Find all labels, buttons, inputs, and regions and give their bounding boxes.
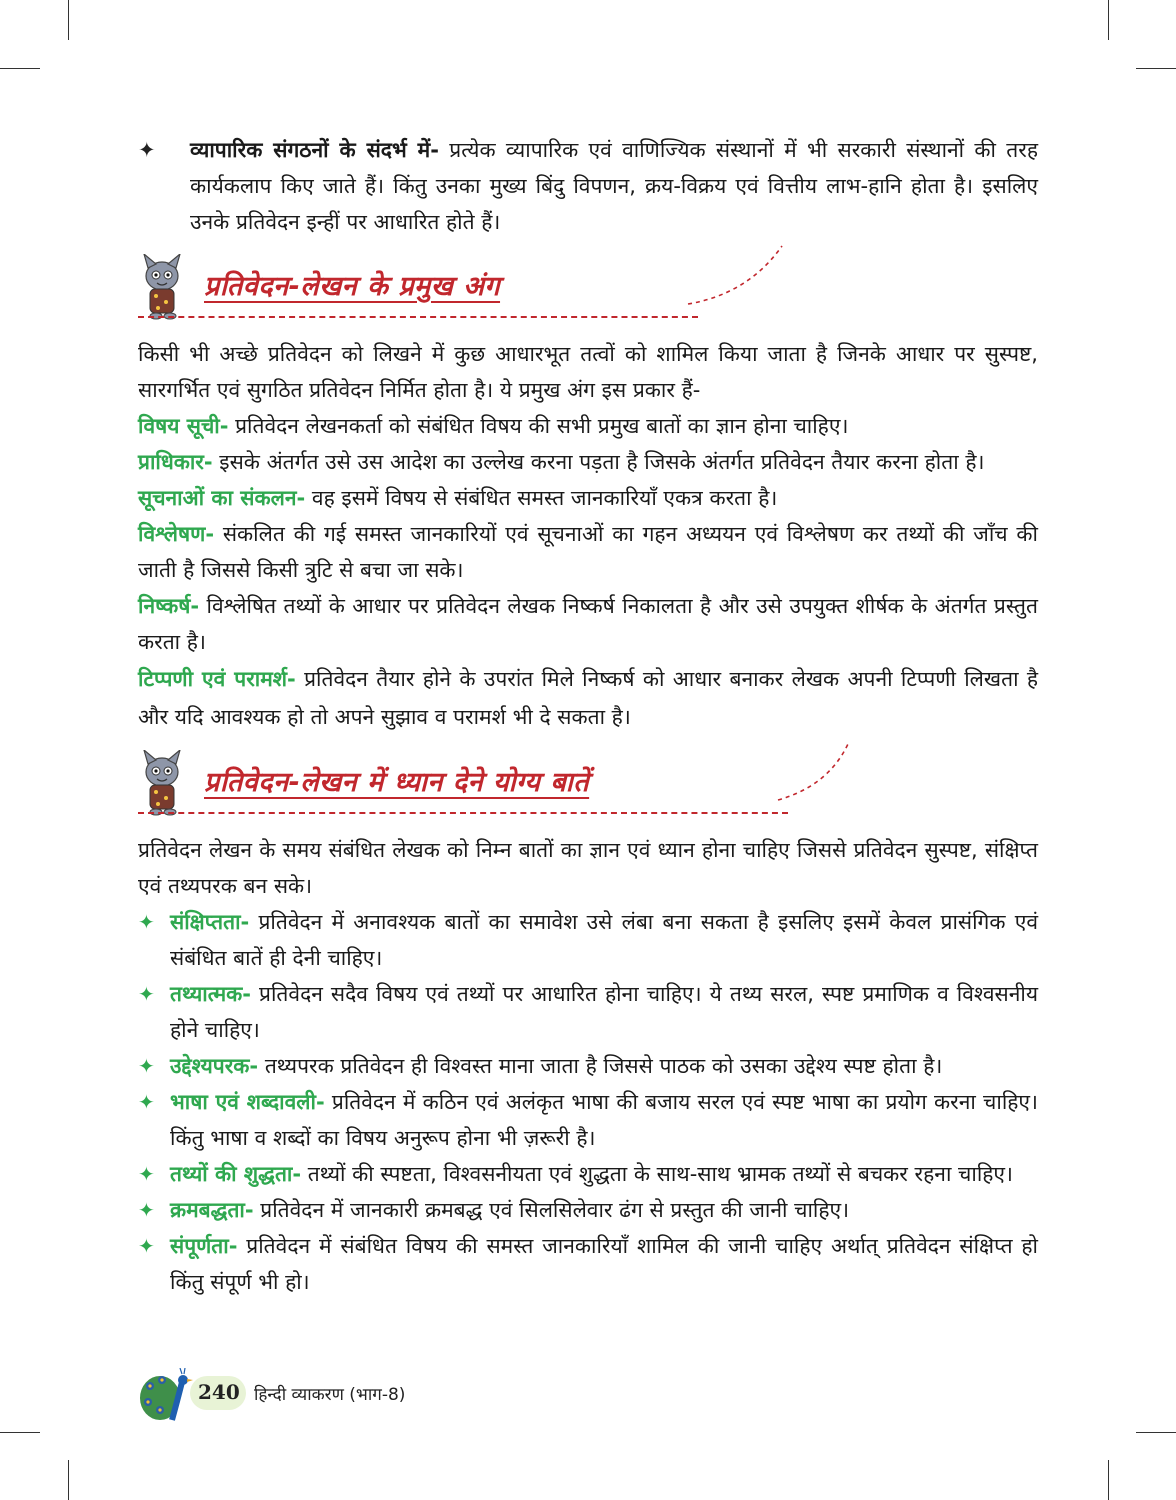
section2-item <box>138 1048 1038 1084</box>
heading-swoop-decoration <box>678 242 788 312</box>
section2-item-term: भाषा एवं शब्दावली- <box>170 1090 325 1114</box>
section2-heading <box>138 756 1038 818</box>
crop-mark <box>68 0 69 40</box>
green-star-bullet-icon: ✦ <box>138 910 155 934</box>
green-star-bullet-icon: ✦ <box>138 1090 155 1114</box>
section1-item <box>138 516 1038 588</box>
section2-item-text: तथ्यों की स्पष्टता, विश्वसनीयता एवं शुद्धता के साथ-साथ भ्रामक तथ्यों से बचकर रहना चाहिए। <box>301 1162 1013 1186</box>
crop-mark <box>0 1432 40 1433</box>
section1-title: प्रतिवेदन-लेखन के प्रमुख अंग <box>204 271 501 302</box>
section1-item-text: संकलित की गई समस्त जानकारियों एवं सूचनाओं का गहन अध्ययन एवं विश्लेषण कर तथ्यों की जाँच की जाती है जिससे किसी त्रुटि से बचा जा सके। <box>138 522 1038 582</box>
green-star-bullet-icon: ✦ <box>138 1198 155 1222</box>
section1-item-term: विश्लेषण- <box>138 522 215 546</box>
green-star-bullet-icon: ✦ <box>138 1162 155 1186</box>
section2-intro: प्रतिवेदन लेखन के समय संबंधित लेखक को निम्न बातों का ज्ञान एवं ध्यान होना चाहिए जिससे प्रतिवेदन सुस्पष्ट, संक्षिप्त एवं तथ्यपरक बन सके। <box>138 838 1038 898</box>
section1-item-term: सूचनाओं का संकलन- <box>138 486 306 510</box>
section1-item-term: विषय सूची- <box>138 414 229 438</box>
section2-item-term: क्रमबद्धता- <box>170 1198 254 1222</box>
section2-item-term: संपूर्णता- <box>170 1234 238 1258</box>
section1-intro: किसी भी अच्छे प्रतिवेदन को लिखने में कुछ आधारभूत तत्वों को शामिल किया जाता है जिनके आधार पर सुस्पष्ट, सारगर्भित एवं सुगठित प्रतिवेदन निर्मित होता है। ये प्रमुख अंग इस प्रकार हैं- <box>138 342 1038 402</box>
section2-item-text: प्रतिवेदन में कठिन एवं अलंकृत भाषा की बजाय सरल एवं स्पष्ट भाषा का प्रयोग करना चाहिए। किंतु भाषा व शब्दों का विषय अनुरूप होना भी ज़रूरी है। <box>170 1090 1038 1150</box>
section1-item-text: प्रतिवेदन तैयार होने के उपरांत मिले निष्कर्ष को आधार बनाकर लेखक अपनी टिप्पणी लिखता है और यदि आवश्यक हो तो अपने सुझाव व परामर्श भी दे सकता है। <box>138 667 1038 729</box>
intro-block <box>138 132 1038 240</box>
section2-item-term: उद्देश्यपरक- <box>170 1054 259 1078</box>
section1-item-text: इसके अंतर्गत उसे उस आदेश का उल्लेख करना पड़ता है जिसके अंतर्गत प्रतिवेदन तैयार करना होता है। <box>212 450 985 474</box>
section2-item <box>138 1084 1038 1156</box>
section1-item-text: वह इसमें विषय से संबंधित समस्त जानकारियाँ एकत्र करता है। <box>305 486 778 510</box>
heading-swoop-decoration <box>768 738 878 808</box>
section2-item-term: तथ्यों की शुद्धता- <box>170 1162 302 1186</box>
intro-paragraph <box>190 132 1038 240</box>
section2-item-term: संक्षिप्तता- <box>170 910 250 934</box>
section1-item-text: प्रतिवेदन लेखनकर्ता को संबंधित विषय की सभी प्रमुख बातों का ज्ञान होना चाहिए। <box>228 414 849 438</box>
section2-title: प्रतिवेदन-लेखन में ध्यान देने योग्य बातें <box>204 767 590 798</box>
section1-item-text: विश्लेषित तथ्यों के आधार पर प्रतिवेदन लेखक निष्कर्ष निकालता है और उसे उपयुक्त शीर्षक के अंतर्गत प्रस्तुत करता है। <box>138 594 1038 654</box>
green-star-bullet-icon: ✦ <box>138 982 155 1006</box>
cat-mascot-icon <box>136 254 188 320</box>
section1-item-term: निष्कर्ष- <box>138 594 200 618</box>
section1-item-term: प्राधिकार- <box>138 450 213 474</box>
intro-lead: व्यापारिक संगठनों के संदर्भ में- <box>190 138 439 162</box>
crop-mark <box>1108 0 1109 40</box>
section2-item <box>138 1156 1038 1192</box>
section2-item-text: तथ्यपरक प्रतिवेदन ही विश्वस्त माना जाता है जिससे पाठक को उसका उद्देश्य स्पष्ट होता है। <box>258 1054 943 1078</box>
section1-item <box>138 588 1038 660</box>
star-bullet-icon: ✦ <box>138 138 156 162</box>
crop-mark <box>0 68 40 69</box>
crop-mark <box>1136 1432 1176 1433</box>
section2-item <box>138 1228 1038 1300</box>
page-footer <box>138 1368 538 1428</box>
section1-item-term: टिप्पणी एवं परामर्श- <box>138 667 296 691</box>
section2-item-term: तथ्यात्मक- <box>170 982 251 1006</box>
green-star-bullet-icon: ✦ <box>138 1234 155 1258</box>
book-title: हिन्दी व्याकरण (भाग-8) <box>254 1385 406 1405</box>
section1-item <box>138 444 1038 480</box>
page-number: 240 <box>198 1380 240 1404</box>
section2-item-text: प्रतिवेदन सदैव विषय एवं तथ्यों पर आधारित होना चाहिए। ये तथ्य सरल, स्पष्ट प्रमाणिक व विश्वसनीय होने चाहिए। <box>170 982 1038 1042</box>
heading-dashed-rule <box>138 316 698 318</box>
section2-item <box>138 1192 1038 1228</box>
section2-item <box>138 976 1038 1048</box>
page-content <box>138 132 1038 1300</box>
section1-item <box>138 480 1038 516</box>
section2-item <box>138 904 1038 976</box>
section2-item-text: प्रतिवेदन में संबंधित विषय की समस्त जानकारियाँ शामिल की जानी चाहिए अर्थात् प्रतिवेदन संक्षिप्त हो किंतु संपूर्ण भी हो। <box>170 1234 1038 1294</box>
section1-item <box>138 660 1038 736</box>
crop-mark <box>1136 68 1176 69</box>
section1-item <box>138 408 1038 444</box>
green-star-bullet-icon: ✦ <box>138 1054 155 1078</box>
section1-heading <box>138 260 1038 322</box>
heading-dashed-rule <box>138 812 788 814</box>
intro-text: प्रत्येक व्यापारिक एवं वाणिज्यिक संस्थानों में भी सरकारी संस्थानों की तरह कार्यकलाप किए जाते हैं। किंतु उनका मुख्य बिंदु विपणन, क्रय-विक्रय एवं वित्तीय लाभ-हानि होता है। इसलिए उनके प्रतिवेदन इन्हीं पर आधारित होते हैं। <box>190 138 1038 234</box>
crop-mark <box>68 1460 69 1500</box>
section2-item-text: प्रतिवेदन में अनावश्यक बातों का समावेश उसे लंबा बना सकता है इसलिए इसमें केवल प्रासंगिक एवं संबंधित बातें ही देनी चाहिए। <box>170 910 1038 970</box>
cat-mascot-icon <box>136 750 188 816</box>
crop-mark <box>1108 1460 1109 1500</box>
section2-item-text: प्रतिवेदन में जानकारी क्रमबद्ध एवं सिलसिलेवार ढंग से प्रस्तुत की जानी चाहिए। <box>253 1198 850 1222</box>
